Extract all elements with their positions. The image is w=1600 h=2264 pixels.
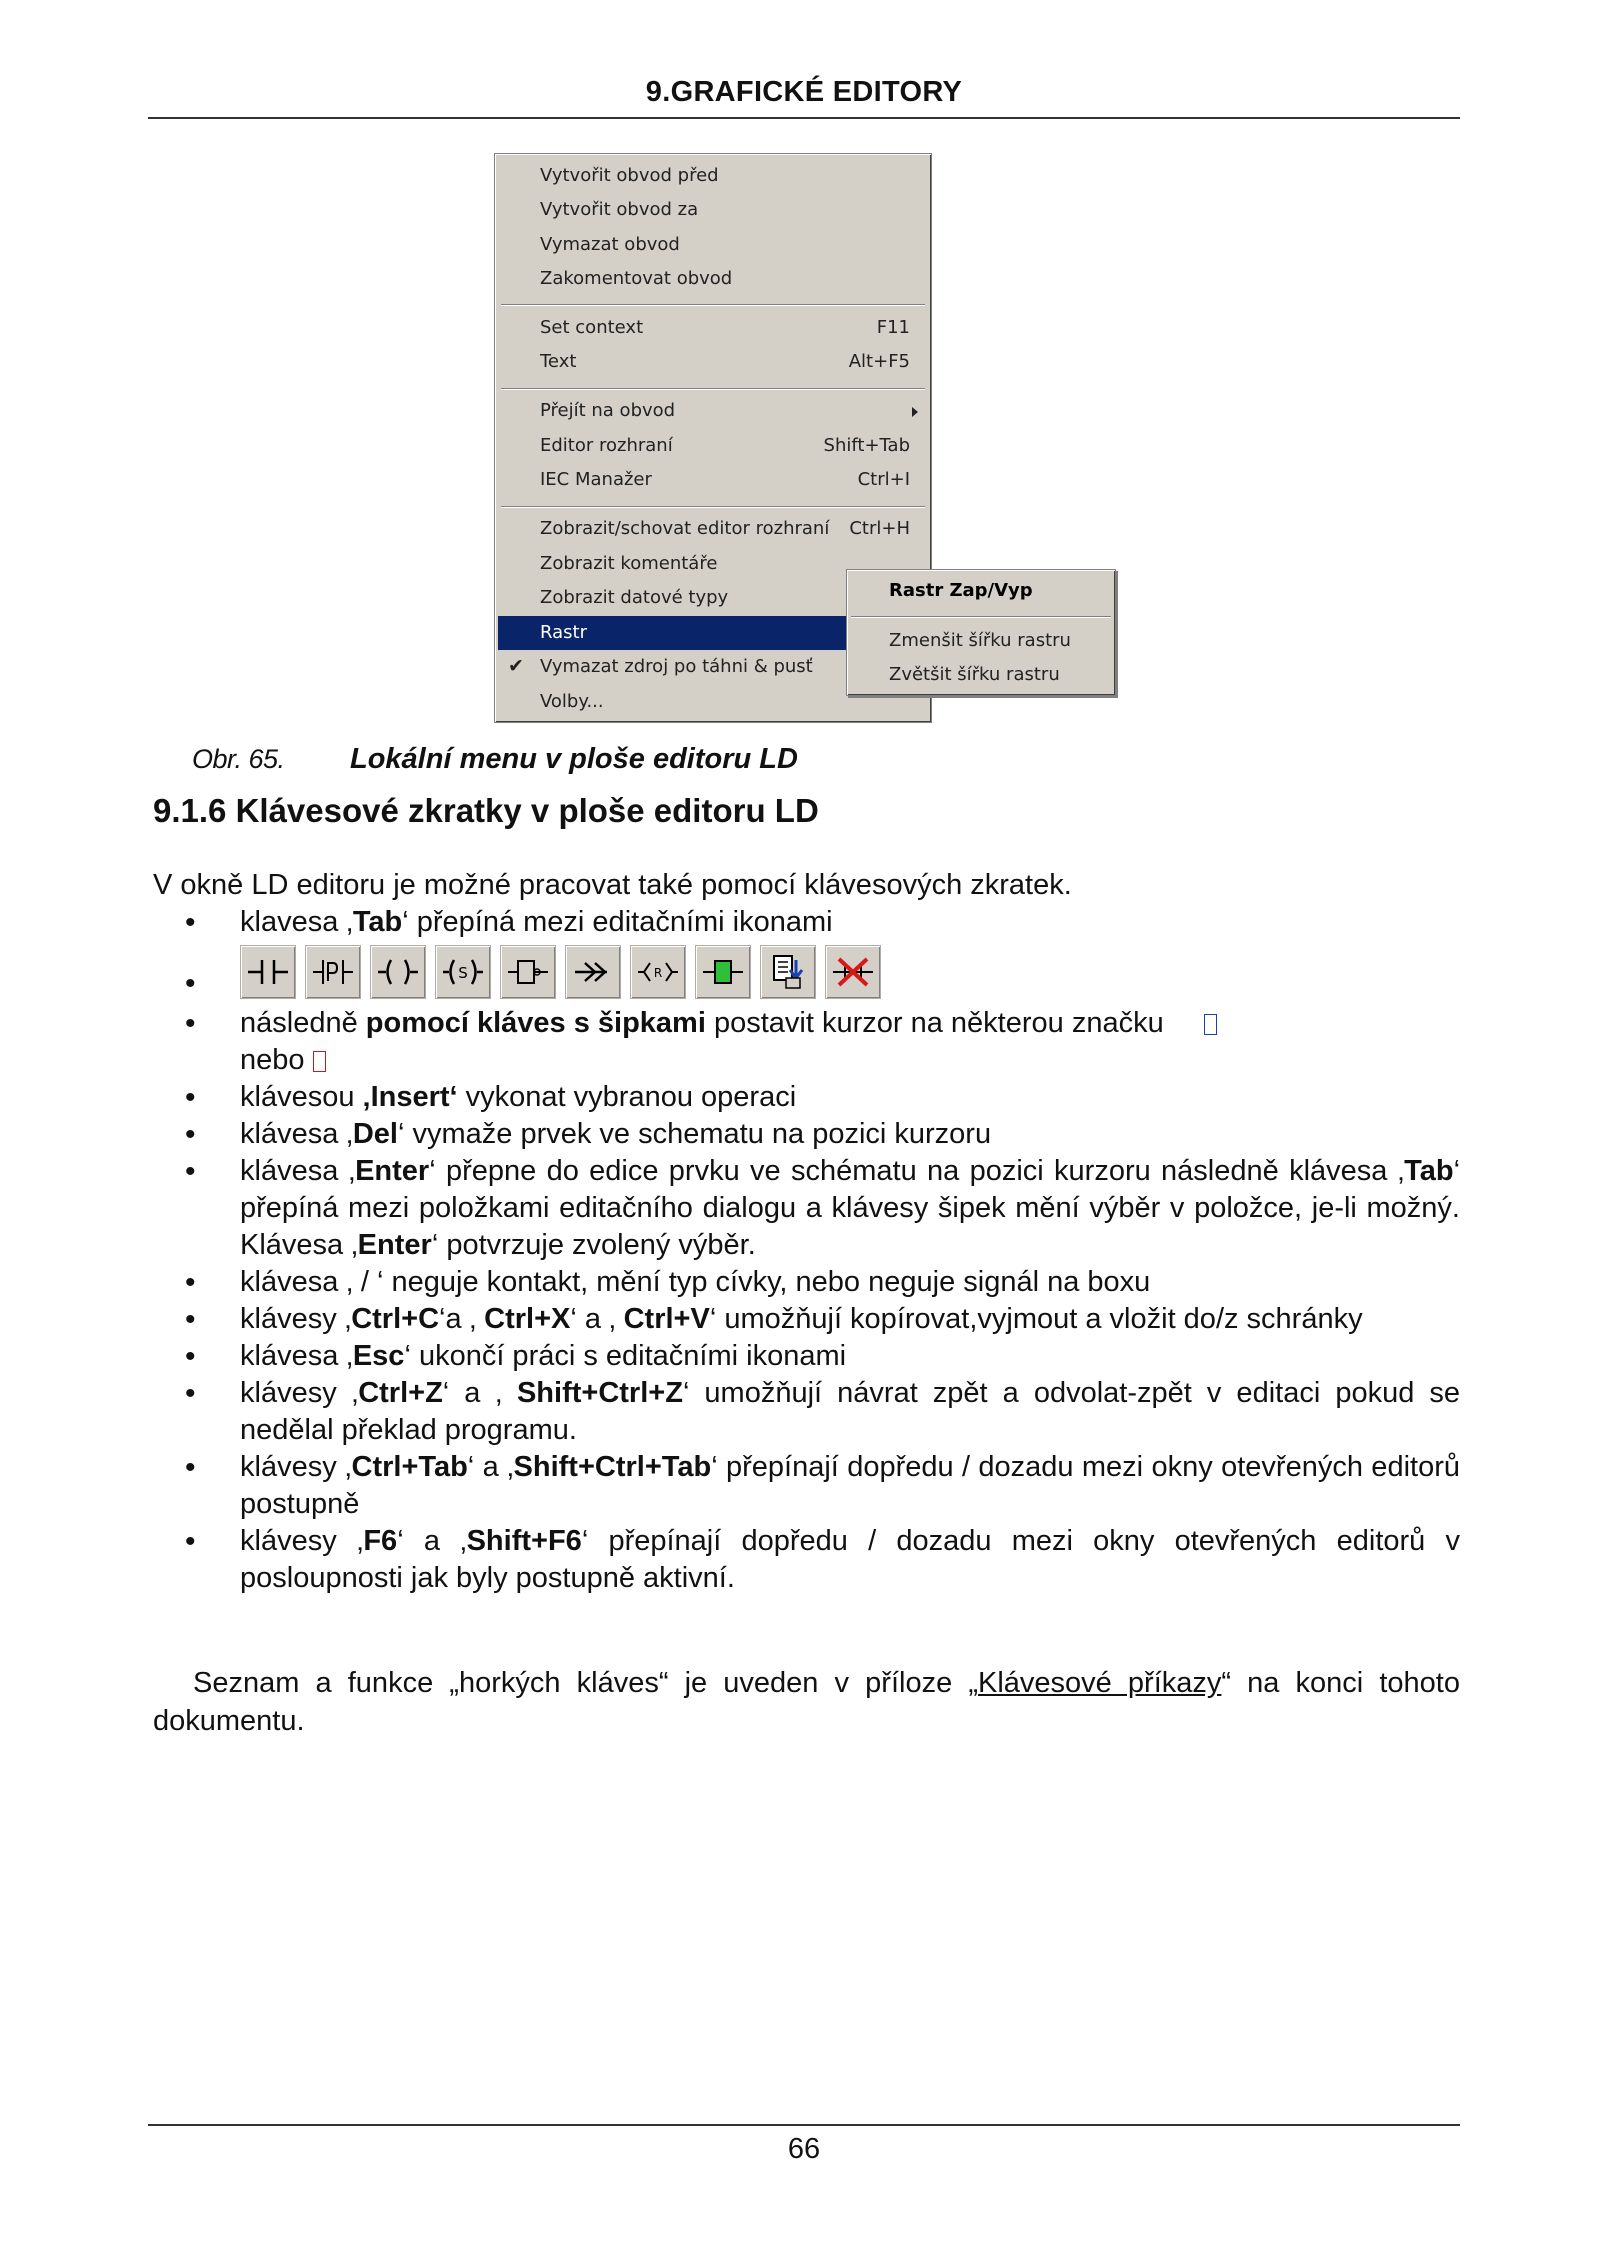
menu-item-text[interactable]: Text Alt+F5 (540, 351, 910, 372)
context-menu-screenshot (494, 153, 1116, 725)
submenu-item-rastr-zap-vyp[interactable]: Rastr Zap/Vyp (889, 580, 1033, 601)
figure-caption (192, 743, 798, 776)
menu-item-vymazat-obvod[interactable]: Vymazat obvod (540, 234, 680, 255)
list-item: • klávesy ‚Ctrl+Tab‘ a ‚Shift+Ctrl+Tab‘ přepínají dopředu / dozadu mezi okny otevřených editorů postupně (185, 1451, 1460, 1520)
submenu-item-zvetsit-sirku-rastru[interactable]: Zvětšit šířku rastru (889, 664, 1060, 685)
red-marker-icon (313, 1051, 326, 1072)
delete-icon[interactable] (825, 945, 881, 999)
return-icon[interactable] (630, 945, 686, 999)
paste-after-icon[interactable] (760, 945, 816, 999)
menu-separator (501, 304, 925, 306)
list-item-toolbar-icons: • S R (153, 941, 1460, 1005)
menu-item-vytvorit-obvod-pred[interactable]: Vytvořit obvod před (540, 165, 719, 186)
menu-item-zakomentovat-obvod[interactable]: Zakomentovat obvod (540, 268, 733, 289)
list-item: • klávesa ‚Esc‘ ukončí práci s editačními ikonami (185, 1340, 847, 1373)
parallel-box-icon[interactable] (695, 945, 751, 999)
footer-rule (148, 2124, 1460, 2126)
list-item: • klávesy ‚Ctrl+Z‘ a ‚ Shift+Ctrl+Z‘ umožňují návrat zpět a odvolat-zpět v editaci pokud se nedělal překlad programu. (185, 1377, 1461, 1446)
list-item: • klávesy ‚F6‘ a ‚Shift+F6‘ přepínají dopředu / dozadu mezi okny otevřených editorů v posloupnosti jak byly postupně aktivní. (185, 1525, 1460, 1594)
menu-item-iec-manazer[interactable]: IEC Manažer Ctrl+I (540, 469, 910, 490)
shortcut-list (153, 904, 1460, 1597)
closing-paragraph: Seznam a funkce „horkých kláves“ je uveden v příloze „Klávesové příkazy“ na konci tohoto dokumentu. (153, 1667, 1460, 1737)
menu-separator (851, 616, 1111, 618)
appendix-link[interactable]: Klávesové příkazy (978, 1667, 1222, 1699)
menu-separator (501, 506, 925, 508)
menu-item-zobrazit-schovat-editor-rozhrani[interactable]: Zobrazit/schovat editor rozhraní Ctrl+H (540, 518, 910, 539)
figure-number: Obr. 65. (192, 744, 285, 774)
menu-item-rastr[interactable]: Rastr (498, 616, 928, 650)
menu-separator (501, 388, 925, 390)
coil-icon[interactable] (370, 945, 426, 999)
intro-paragraph: V okně LD editoru je možné pracovat také pomocí klávesových zkratek. (153, 869, 1072, 901)
menu-item-volby[interactable]: Volby... (540, 691, 604, 712)
contact-icon[interactable] (240, 945, 296, 999)
menu-item-prejit-na-obvod[interactable]: Přejít na obvod (498, 394, 928, 428)
menu-item-editor-rozhrani[interactable]: Editor rozhraní Shift+Tab (540, 435, 910, 456)
figure-caption-text: Lokální menu v ploše editoru LD (350, 743, 798, 775)
set-coil-icon[interactable] (435, 945, 491, 999)
list-item: • klávesy ‚Ctrl+C‘a ‚ Ctrl+X‘ a ‚ Ctrl+V‘ umožňují kopírovat,vyjmout a vložit do/z schránky (185, 1303, 1363, 1336)
menu-item-vymazat-zdroj[interactable]: ✔ Vymazat zdroj po táhni & pusť (508, 655, 813, 677)
negated-contact-icon[interactable] (305, 945, 361, 999)
running-header: 9.GRAFICKÉ EDITORY (645, 76, 963, 108)
menu-item-zobrazit-komentare[interactable]: Zobrazit komentáře (540, 553, 718, 574)
box-icon[interactable] (500, 945, 556, 999)
svg-text:S: S (458, 964, 468, 982)
list-item: • klávesa ‚Enter‘ přepne do edice prvku ve schématu na pozici kurzoru následně klávesa ‚Tab‘ přepíná mezi položkami editačního dialogu a klávesy šipek mění výběr v položce, je-li možný. Klávesa ‚Enter‘ potvrzuje zvolený výběr. (185, 1155, 1461, 1261)
list-item: • klavesa ‚Tab‘ přepíná mezi editačními ikonami (185, 906, 833, 939)
list-item: • klávesa ‚Del‘ vymaže prvek ve schematu na pozici kurzoru (185, 1118, 992, 1151)
check-icon: ✔ (508, 655, 524, 677)
submenu-item-zmensit-sirku-rastru[interactable]: Zmenšit šířku rastru (889, 630, 1071, 651)
page-number: 66 (787, 2133, 821, 2165)
header-rule (148, 117, 1460, 119)
section-heading: 9.1.6 Klávesové zkratky v ploše editoru LD (153, 792, 819, 829)
ld-toolbar (240, 945, 881, 999)
menu-item-zobrazit-datove-typy[interactable]: Zobrazit datové typy (540, 587, 729, 608)
list-item: • klávesa ‚ / ‘ neguje kontakt, mění typ cívky, nebo neguje signál na boxu (185, 1266, 1151, 1299)
jump-icon[interactable] (565, 945, 621, 999)
svg-text:R: R (653, 966, 663, 980)
rastr-submenu (846, 569, 1116, 696)
list-item: • klávesou ‚Insert‘ vykonat vybranou operaci (185, 1081, 797, 1114)
menu-item-set-context[interactable]: Set context F11 (540, 317, 910, 338)
submenu-arrow-icon (912, 407, 918, 417)
menu-item-vytvorit-obvod-za[interactable]: Vytvořit obvod za (540, 199, 699, 220)
blue-marker-icon (1204, 1014, 1217, 1035)
list-item: • následně pomocí kláves s šipkami postavit kurzor na některou značku nebo (153, 1005, 1460, 1079)
